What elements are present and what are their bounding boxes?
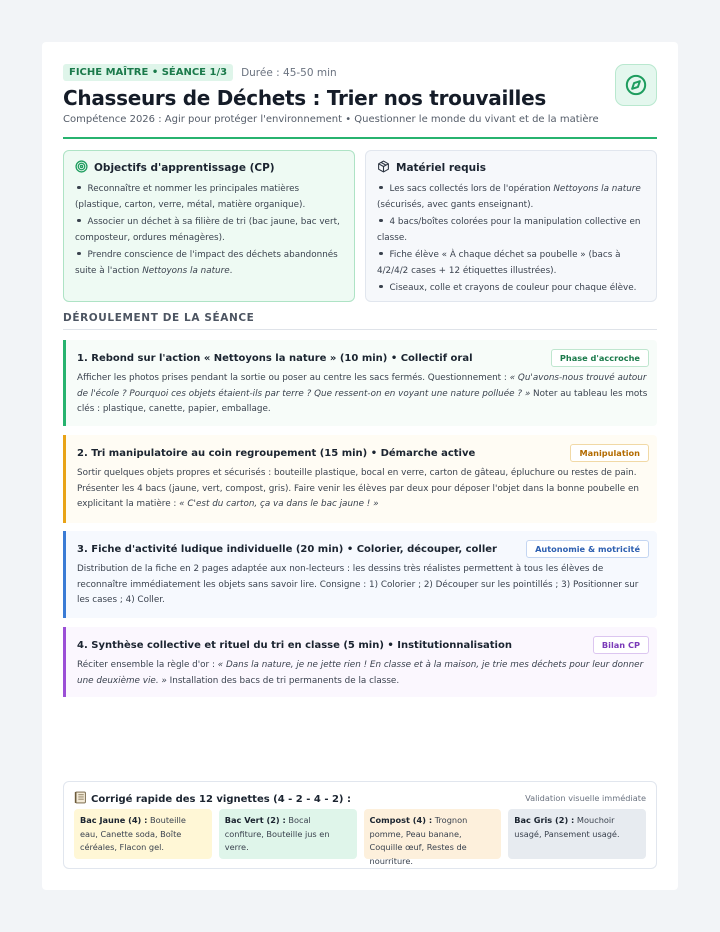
competence: Compétence 2026 : Agir pour protéger l'environnement • Questionner le monde du vivant et de la matière bbox=[63, 114, 599, 125]
tag-row bbox=[63, 64, 657, 81]
duration: Durée : 45-50 min bbox=[241, 66, 337, 79]
step-title: 2. Tri manipulatoire au coin regroupement (15 min) • Démarche active bbox=[77, 447, 476, 459]
bin-compost: Compost (4) : Trognon pomme, Peau banane, Coquille œuf, Restes de nourriture. bbox=[364, 809, 502, 859]
phase-badge: Autonomie & motricité bbox=[526, 540, 649, 558]
sequence-heading: DÉROULEMENT DE LA SÉANCE bbox=[63, 312, 255, 324]
materials-title: Matériel requis bbox=[377, 160, 645, 176]
objectives-list bbox=[75, 182, 343, 279]
session-tag: FICHE MAÎTRE • SÉANCE 1/3 bbox=[63, 64, 233, 81]
header bbox=[63, 64, 657, 125]
list-item: Les sacs collectés lors de l'opération Nettoyons la nature (sécurisés, avec gants enseignant). bbox=[377, 184, 641, 210]
list-item: Ciseaux, colle et crayons de couleur pour chaque élève. bbox=[377, 281, 645, 297]
step-text: Afficher les photos prises pendant la sortie ou poser au centre les sacs fermés. Questionnement : « Qu'avons-nous trouvé autour de l'école ? Pourquoi ces objets étaient-ils par terre ? Que ressent-on en voyant une nature polluée ? » Noter au tableau les mots clés : plastique, canette, papier, emballage. bbox=[77, 373, 648, 414]
objectives-box bbox=[63, 150, 355, 302]
notebook-icon bbox=[74, 791, 87, 807]
compass-icon bbox=[615, 64, 657, 106]
step-2 bbox=[63, 435, 657, 523]
materials-list bbox=[377, 182, 645, 297]
step-text: Distribution de la fiche en 2 pages adaptée aux non-lecteurs : les dessins très réalistes permettent à tous les élèves de reconnaître immédiatement les objets sans savoir lire. Consigne : 1) Colorier ; 2) Découper sur les pointillés ; 3) Positionner sur les cases ; 4) Coller. bbox=[77, 564, 639, 605]
answer-key-title: Corrigé rapide des 12 vignettes (4 - 2 - 4 - 2) : bbox=[74, 791, 351, 807]
bins-row bbox=[74, 809, 646, 866]
answer-key-note: Validation visuelle immédiate bbox=[525, 793, 646, 803]
step-text: Réciter ensemble la règle d'or : « Dans la nature, je ne jette rien ! En classe et à la maison, je trie mes déchets pour leur donner une deuxième vie. » Installation des bacs de tri permanents de la classe. bbox=[77, 660, 644, 686]
page-title: Chasseurs de Déchets : Trier nos trouvailles bbox=[63, 86, 546, 110]
bin-grey: Bac Gris (2) : Mouchoir usagé, Pansement usagé. bbox=[508, 809, 646, 859]
step-1 bbox=[63, 340, 657, 426]
section-divider bbox=[63, 329, 657, 330]
phase-badge: Manipulation bbox=[570, 444, 649, 462]
list-item: Prendre conscience de l'impact des déchets abandonnés suite à l'action Nettoyons la nature. bbox=[75, 250, 338, 276]
step-3 bbox=[63, 531, 657, 618]
phase-badge: Phase d'accroche bbox=[551, 349, 649, 367]
step-title: 4. Synthèse collective et rituel du tri en classe (5 min) • Institutionnalisation bbox=[77, 639, 512, 651]
list-item: Reconnaître et nommer les principales matières (plastique, carton, verre, métal, matière organique). bbox=[75, 184, 306, 210]
step-title: 1. Rebond sur l'action « Nettoyons la nature » (10 min) • Collectif oral bbox=[77, 352, 473, 364]
objectives-title: Objectifs d'apprentissage (CP) bbox=[75, 160, 343, 176]
step-title: 3. Fiche d'activité ludique individuelle (20 min) • Colorier, découper, coller bbox=[77, 543, 497, 555]
list-item: Fiche élève « À chaque déchet sa poubelle » (bacs à 4/2/4/2 cases + 12 étiquettes illustrées). bbox=[377, 250, 621, 276]
list-item: 4 bacs/boîtes colorées pour la manipulation collective en classe. bbox=[377, 217, 641, 243]
materials-box bbox=[365, 150, 657, 302]
phase-badge: Bilan CP bbox=[593, 636, 649, 654]
box-icon bbox=[377, 160, 390, 176]
answer-key bbox=[63, 781, 657, 869]
bin-green: Bac Vert (2) : Bocal confiture, Bouteille jus en verre. bbox=[219, 809, 357, 859]
step-4 bbox=[63, 627, 657, 697]
list-item: Associer un déchet à sa filière de tri (bac jaune, bac vert, composteur, ordures ménagères). bbox=[75, 217, 340, 243]
lesson-sheet bbox=[42, 42, 678, 890]
bin-yellow: Bac Jaune (4) : Bouteille eau, Canette soda, Boîte céréales, Flacon gel. bbox=[74, 809, 212, 859]
target-icon bbox=[75, 160, 88, 176]
header-divider bbox=[63, 137, 657, 139]
step-text: Sortir quelques objets propres et sécurisés : bouteille plastique, bocal en verre, carton de gâteau, épluchure ou restes de pain. Présenter les 4 bacs (jaune, vert, compost, gris). Faire venir les élèves par deux pour déposer l'objet dans la bonne poubelle en explicitant la matière : « C'est du carton, ça va dans le bac jaune ! » bbox=[77, 468, 639, 509]
